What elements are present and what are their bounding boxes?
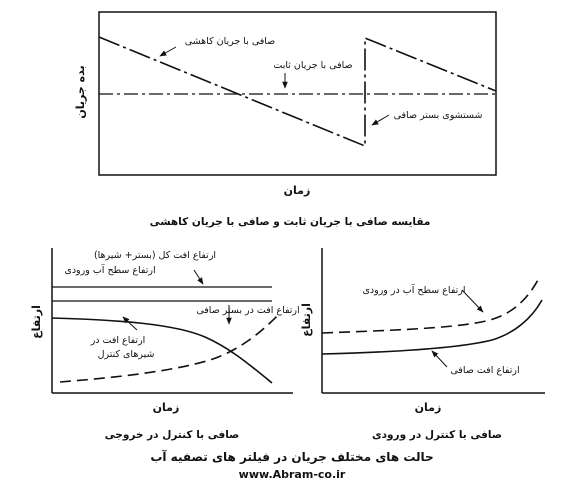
top-caption: مقایسه صافی با جریان ثابت و صافی با جریان کاهشی [149, 216, 431, 228]
right-y-axis-label: ارتفاع [300, 303, 313, 337]
left-caption: صافی با کنترل در خروجی [104, 429, 240, 441]
right-caption: صافی با کنترل در ورودی [372, 429, 502, 441]
label-filter-loss: ارتفاع افت صافی [450, 365, 520, 376]
filter-loss-curve [322, 300, 542, 354]
label-bed-loss: ارتفاع افت در بستر صافی [196, 305, 300, 316]
arrow-filter-loss [432, 351, 447, 367]
valve-loss-curve [60, 313, 280, 382]
arrow-declining [160, 47, 176, 56]
left-x-axis-label: زمان [152, 401, 180, 414]
figure-title: حالت های مختلف جریان در فیلتر های تصفیه آب [150, 450, 434, 464]
top-diagram [74, 12, 496, 228]
bed-loss-curve [52, 318, 272, 383]
label-inlet-level-left: ارتفاع سطح آب ورودی [64, 265, 156, 276]
right-x-axis-label: زمان [414, 401, 442, 414]
arrow-total-loss [194, 270, 203, 284]
label-inlet-level-right: ارتفاع سطح آب در ورودی [362, 285, 466, 296]
left-y-axis-label: ارتفاع [30, 305, 43, 339]
arrow-valve-loss [123, 317, 137, 330]
label-constant: صافی با جریان ثابت [273, 60, 353, 71]
label-backwash: شستشوی بستر صافی [393, 110, 483, 121]
top-y-axis-label: بده جریان [74, 65, 87, 119]
website-label: www.Abram-co.ir [238, 468, 346, 481]
arrow-backwash [372, 115, 389, 125]
left-diagram [30, 248, 300, 441]
label-declining: صافی با جریان کاهشی [184, 36, 276, 47]
label-total-loss: ارتفاع افت کل (بستر+ شیرها) [93, 250, 217, 261]
label-valve-loss-1: ارتفاع افت در [90, 335, 146, 346]
label-valve-loss-2: شیرهای کنترل [97, 349, 155, 360]
declining-flow-line [99, 37, 496, 146]
right-diagram [300, 248, 545, 441]
top-x-axis-label: زمان [283, 184, 311, 197]
